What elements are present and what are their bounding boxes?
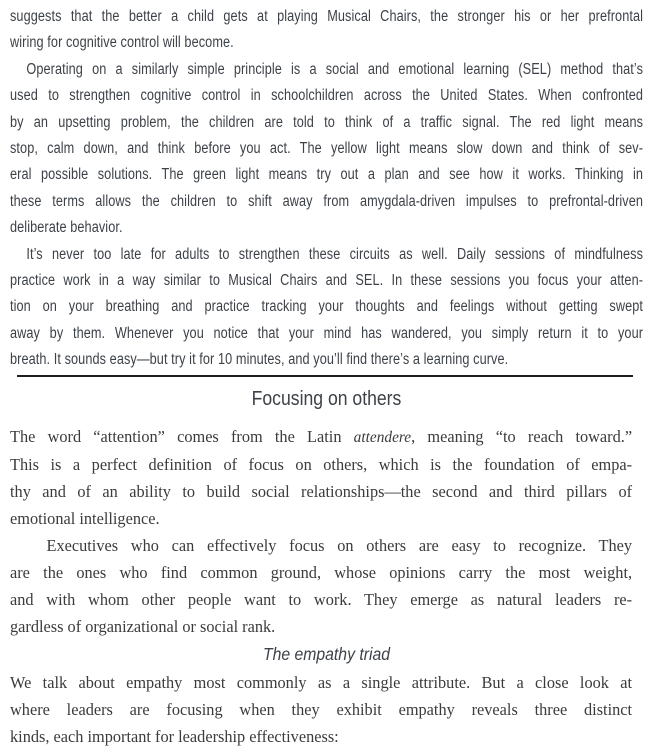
sub-heading: The empathy triad [263,643,390,664]
text-line: eral possible solutions. The green light means try out a plan and see how it works. Thinking in [10,166,644,184]
text-line: are the ones who find common ground, whose opinions carry the most weight, [10,562,633,582]
text-line: deliberate behavior. [10,219,123,237]
text-line: tion on your breathing and practice tracking your thoughts and feelings without getting swept [10,298,644,316]
text-line: gardless of organizational or social rank. [10,616,276,636]
body-text-block-2 [10,669,643,750]
text-line: away by them. Whenever you notice that your mind has wandered, you simply return it to your [10,324,644,342]
text-line: stop, calm down, and think before you act. The yellow light means slow down and think of sev- [10,140,644,158]
section-divider [17,375,633,377]
body-text-block-1 [10,423,643,640]
text-line: these terms allows the children to shift away from amygdala-driven impulses to prefrontal-driven [10,192,644,210]
text-line: breath. It sounds easy—but try it for 10 minutes, and you’ll find there’s a learning curve. [10,351,509,369]
text-line: by an upsetting problem, the children are told to think of a traffic signal. The red light means [10,113,644,131]
text-line: emotional intelligence. [10,508,160,528]
text-line: Executives who can effectively focus on others are easy to recognize. They [46,535,633,555]
text-line: We talk about empathy most commonly as a single attribute. But a close look at [10,672,633,692]
text-line: The word “attention” comes from the Latin attendere, meaning “to reach toward.” [10,426,633,446]
text-line: and with whom other people want to work. They emerge as natural leaders re- [10,589,633,609]
section-heading: Focusing on others [251,387,402,410]
text-line: suggests that the better a child gets at playing Musical Chairs, the stronger his or her prefrontal [10,8,644,25]
text-line: wiring for cognitive control will become. [10,34,234,52]
text-line: This is a perfect definition of focus on others, which is the foundation of empa- [10,454,633,474]
text-line: used to strengthen cognitive control in schoolchildren across the United States. When confronted [10,87,644,105]
text-line: thy and of an ability to build social relationships—the second and third pillars of [10,481,633,501]
text-line: kinds, each important for leadership effectiveness: [10,726,339,746]
text-line: where leaders are focusing when they exhibit empathy reveals three distinct [10,699,633,719]
text-line: Operating on a similarly simple principle is a social and emotional learning (SEL) method that’s [26,60,644,78]
text-line: It’s never too late for adults to strengthen these circuits as well. Daily sessions of mindfulness [26,245,644,263]
text-line: practice work in a way similar to Musical Chairs and SEL. In these sessions you focus your atten- [10,272,644,290]
intro-text-block [10,4,643,374]
